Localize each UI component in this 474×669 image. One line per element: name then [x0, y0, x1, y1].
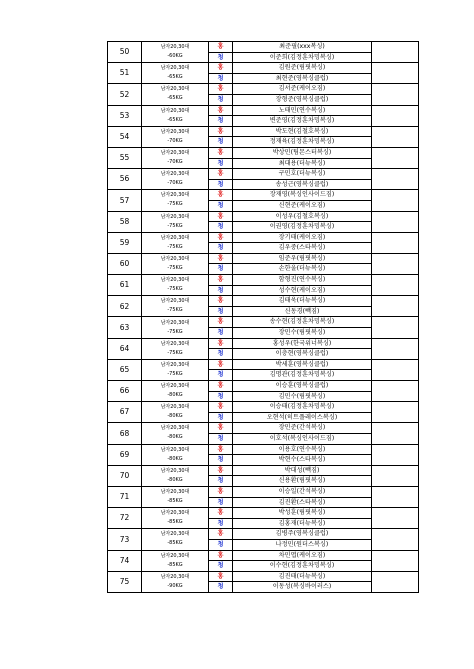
red-corner-label: 홍	[209, 211, 233, 222]
match-row-red	[108, 317, 419, 328]
weight-category	[142, 317, 209, 338]
blue-corner-fighter: 변준영(김정훈차밍복싱)	[233, 116, 372, 127]
red-corner-fighter: 박도현(김철호복싱)	[233, 126, 372, 137]
match-row-red	[108, 296, 419, 307]
category-line: 남자20,30대	[160, 234, 190, 241]
match-row-red	[108, 550, 419, 561]
category-line: -70KG	[167, 137, 183, 144]
match-number: 68	[108, 423, 142, 444]
match-number: 69	[108, 444, 142, 465]
category-line: -75KG	[167, 201, 183, 208]
weight-category	[142, 571, 209, 592]
result-cell	[372, 296, 419, 317]
match-row-red	[108, 529, 419, 540]
blue-corner-fighter: 박현수(스타복싱)	[233, 455, 372, 466]
category-line: -75KG	[167, 243, 183, 250]
category-line: 남자20,30대	[160, 65, 190, 72]
red-corner-fighter: 송수현(김정훈차밍복싱)	[233, 317, 372, 328]
match-row-red	[108, 63, 419, 74]
blue-corner-label: 청	[209, 391, 233, 402]
blue-corner-label: 청	[209, 158, 233, 169]
weight-category	[142, 42, 209, 63]
red-corner-fighter: 홍성우(한국위너복싱)	[233, 338, 372, 349]
blue-corner-label: 청	[209, 539, 233, 550]
weight-category	[142, 465, 209, 486]
blue-corner-label: 청	[209, 306, 233, 317]
red-corner-fighter: 이승일(간석복싱)	[233, 486, 372, 497]
category-line: 남자20,30대	[160, 340, 190, 347]
match-number: 71	[108, 486, 142, 507]
blue-corner-fighter: 이수현(김정훈차밍복싱)	[233, 561, 372, 572]
red-corner-fighter: 박상민(팀몬스터복싱)	[233, 147, 372, 158]
blue-corner-label: 청	[209, 200, 233, 211]
bracket-body	[108, 42, 419, 593]
category-line: 남자20,30대	[160, 44, 190, 51]
category-line: -65KG	[167, 116, 183, 123]
match-number: 74	[108, 550, 142, 571]
result-cell	[372, 190, 419, 211]
match-number: 52	[108, 84, 142, 105]
weight-category	[142, 486, 209, 507]
red-corner-label: 홍	[209, 550, 233, 561]
weight-category	[142, 423, 209, 444]
red-corner-label: 홍	[209, 444, 233, 455]
blue-corner-label: 청	[209, 349, 233, 360]
blue-corner-fighter: 김우중(스타복싱)	[233, 243, 372, 254]
red-corner-label: 홍	[209, 169, 233, 180]
result-cell	[372, 84, 419, 105]
red-corner-label: 홍	[209, 423, 233, 434]
weight-category	[142, 444, 209, 465]
red-corner-label: 홍	[209, 147, 233, 158]
blue-corner-label: 청	[209, 285, 233, 296]
red-corner-label: 홍	[209, 317, 233, 328]
weight-category	[142, 338, 209, 359]
result-cell	[372, 211, 419, 232]
category-line: -80KG	[167, 392, 183, 399]
blue-corner-fighter: 최대용(더뉴복싱)	[233, 158, 372, 169]
result-cell	[372, 63, 419, 84]
blue-corner-fighter: 신동경(빽짐)	[233, 306, 372, 317]
category-line: 남자20,30대	[160, 86, 190, 93]
red-corner-label: 홍	[209, 529, 233, 540]
blue-corner-label: 청	[209, 52, 233, 63]
category-line: 남자20,30대	[160, 298, 190, 305]
match-row-red	[108, 84, 419, 95]
match-number: 67	[108, 402, 142, 423]
result-cell	[372, 169, 419, 190]
category-line: 남자20,30대	[160, 150, 190, 157]
match-row-red	[108, 190, 419, 201]
blue-corner-label: 청	[209, 137, 233, 148]
red-corner-label: 홍	[209, 381, 233, 392]
category-line: 남자20,30대	[160, 531, 190, 538]
red-corner-fighter: 이승훈(영복싱클럽)	[233, 381, 372, 392]
match-row-red	[108, 126, 419, 137]
category-line: -70KG	[167, 180, 183, 187]
blue-corner-fighter: 김민수(림핏복싱)	[233, 391, 372, 402]
blue-corner-label: 청	[209, 582, 233, 593]
blue-corner-label: 청	[209, 328, 233, 339]
result-cell	[372, 105, 419, 126]
weight-category	[142, 381, 209, 402]
blue-corner-label: 청	[209, 561, 233, 572]
blue-corner-fighter: 김홍재(더뉴복싱)	[233, 518, 372, 529]
weight-category	[142, 529, 209, 550]
match-number: 53	[108, 105, 142, 126]
result-cell	[372, 42, 419, 63]
match-number: 62	[108, 296, 142, 317]
red-corner-fighter: 김진태(더뉴복싱)	[233, 571, 372, 582]
match-row-red	[108, 381, 419, 392]
category-line: 남자20,30대	[160, 213, 190, 220]
match-number: 57	[108, 190, 142, 211]
blue-corner-fighter: 신용환(림핏복싱)	[233, 476, 372, 487]
match-row-red	[108, 105, 419, 116]
category-line: -80KG	[167, 434, 183, 441]
blue-corner-label: 청	[209, 179, 233, 190]
result-cell	[372, 232, 419, 253]
blue-corner-fighter: 이준희(김정훈차밍복싱)	[233, 52, 372, 63]
blue-corner-label: 청	[209, 243, 233, 254]
category-line: 남자20,30대	[160, 573, 190, 580]
category-line: -85KG	[167, 561, 183, 568]
blue-corner-fighter: 신현준(케이오짐)	[233, 200, 372, 211]
category-line: -85KG	[167, 498, 183, 505]
blue-corner-label: 청	[209, 94, 233, 105]
blue-corner-label: 청	[209, 518, 233, 529]
blue-corner-fighter: 이충현(영복싱클럽)	[233, 349, 372, 360]
match-number: 66	[108, 381, 142, 402]
category-line: 남자20,30대	[160, 171, 190, 178]
match-row-red	[108, 232, 419, 243]
weight-category	[142, 147, 209, 168]
match-number: 59	[108, 232, 142, 253]
result-cell	[372, 317, 419, 338]
category-line: 남자20,30대	[160, 319, 190, 326]
red-corner-fighter: 박성훈(림핏복싱)	[233, 508, 372, 519]
red-corner-fighter: 박대성(빽짐)	[233, 465, 372, 476]
category-line: -90KG	[167, 582, 183, 589]
red-corner-label: 홍	[209, 105, 233, 116]
result-cell	[372, 508, 419, 529]
match-row-red	[108, 211, 419, 222]
result-cell	[372, 381, 419, 402]
red-corner-fighter: 김서준(케이오짐)	[233, 84, 372, 95]
category-line: 남자20,30대	[160, 425, 190, 432]
result-cell	[372, 147, 419, 168]
red-corner-fighter: 함형진(연수복싱)	[233, 275, 372, 286]
match-row-red	[108, 444, 419, 455]
category-line: 남자20,30대	[160, 128, 190, 135]
weight-category	[142, 359, 209, 380]
red-corner-label: 홍	[209, 465, 233, 476]
weight-category	[142, 253, 209, 274]
weight-category	[142, 169, 209, 190]
match-number: 55	[108, 147, 142, 168]
weight-category	[142, 402, 209, 423]
weight-category	[142, 211, 209, 232]
blue-corner-fighter: 김진환(스타복싱)	[233, 497, 372, 508]
category-line: -75KG	[167, 307, 183, 314]
match-number: 58	[108, 211, 142, 232]
match-row-red	[108, 465, 419, 476]
category-line: 남자20,30대	[160, 107, 190, 114]
red-corner-label: 홍	[209, 84, 233, 95]
red-corner-fighter: 김태욱(더뉴복싱)	[233, 296, 372, 307]
blue-corner-label: 청	[209, 476, 233, 487]
red-corner-label: 홍	[209, 296, 233, 307]
match-number: 51	[108, 63, 142, 84]
category-line: -75KG	[167, 286, 183, 293]
weight-category	[142, 190, 209, 211]
red-corner-fighter: 이승태(김정훈차밍복싱)	[233, 402, 372, 413]
match-row-red	[108, 253, 419, 264]
match-row-red	[108, 402, 419, 413]
match-number: 54	[108, 126, 142, 147]
match-row-red	[108, 169, 419, 180]
blue-corner-fighter: 성수현(케이오짐)	[233, 285, 372, 296]
category-line: 남자20,30대	[160, 489, 190, 496]
red-corner-fighter: 이성우(김철호복싱)	[233, 211, 372, 222]
match-number: 73	[108, 529, 142, 550]
match-number: 63	[108, 317, 142, 338]
category-line: -75KG	[167, 370, 183, 377]
red-corner-fighter: 장재영(복싱인사이드짐)	[233, 190, 372, 201]
blue-corner-fighter: 장형준(영복싱클럽)	[233, 94, 372, 105]
result-cell	[372, 550, 419, 571]
category-line: -75KG	[167, 222, 183, 229]
red-corner-fighter: 최준필(xxx복싱)	[233, 42, 372, 53]
blue-corner-fighter: 이동성(복싱바이러스)	[233, 582, 372, 593]
red-corner-fighter: 박세훈(영복싱클럽)	[233, 359, 372, 370]
red-corner-label: 홍	[209, 63, 233, 74]
category-line: 남자20,30대	[160, 510, 190, 517]
category-line: -75KG	[167, 264, 183, 271]
result-cell	[372, 529, 419, 550]
match-row-red	[108, 275, 419, 286]
match-number: 75	[108, 571, 142, 592]
red-corner-label: 홍	[209, 126, 233, 137]
weight-category	[142, 105, 209, 126]
match-row-red	[108, 42, 419, 53]
blue-corner-label: 청	[209, 222, 233, 233]
result-cell	[372, 571, 419, 592]
match-number: 56	[108, 169, 142, 190]
match-number: 61	[108, 275, 142, 296]
match-number: 65	[108, 359, 142, 380]
red-corner-fighter: 임준우(림핏복싱)	[233, 253, 372, 264]
result-cell	[372, 444, 419, 465]
red-corner-label: 홍	[209, 359, 233, 370]
category-line: -80KG	[167, 413, 183, 420]
category-line: 남자20,30대	[160, 192, 190, 199]
category-line: -60KG	[167, 53, 183, 60]
blue-corner-label: 청	[209, 455, 233, 466]
red-corner-fighter: 김병주(영복싱클럽)	[233, 529, 372, 540]
match-row-red	[108, 147, 419, 158]
match-row-red	[108, 338, 419, 349]
blue-corner-fighter: 이권영(김정훈차밍복싱)	[233, 222, 372, 233]
blue-corner-fighter: 오현석(히트플레이스복싱)	[233, 412, 372, 423]
category-line: -75KG	[167, 349, 183, 356]
match-number: 64	[108, 338, 142, 359]
result-cell	[372, 126, 419, 147]
match-number: 50	[108, 42, 142, 63]
weight-category	[142, 232, 209, 253]
weight-category	[142, 296, 209, 317]
weight-category	[142, 275, 209, 296]
category-line: -80KG	[167, 476, 183, 483]
match-row-red	[108, 486, 419, 497]
blue-corner-label: 청	[209, 116, 233, 127]
result-cell	[372, 486, 419, 507]
category-line: 남자20,30대	[160, 404, 190, 411]
blue-corner-fighter: 나정민(원더스복싱)	[233, 539, 372, 550]
red-corner-fighter: 김원준(림핏복싱)	[233, 63, 372, 74]
blue-corner-label: 청	[209, 370, 233, 381]
result-cell	[372, 359, 419, 380]
weight-category	[142, 126, 209, 147]
blue-corner-label: 청	[209, 497, 233, 508]
blue-corner-fighter: 손한울(더뉴복싱)	[233, 264, 372, 275]
category-line: 남자20,30대	[160, 383, 190, 390]
red-corner-label: 홍	[209, 571, 233, 582]
red-corner-fighter: 이용호(연수복싱)	[233, 444, 372, 455]
red-corner-label: 홍	[209, 402, 233, 413]
category-line: 남자20,30대	[160, 446, 190, 453]
red-corner-label: 홍	[209, 42, 233, 53]
weight-category	[142, 84, 209, 105]
match-row-red	[108, 359, 419, 370]
result-cell	[372, 423, 419, 444]
weight-category	[142, 550, 209, 571]
result-cell	[372, 338, 419, 359]
red-corner-label: 홍	[209, 486, 233, 497]
category-line: -80KG	[167, 455, 183, 462]
red-corner-label: 홍	[209, 232, 233, 243]
red-corner-fighter: 장기태(케이오짐)	[233, 232, 372, 243]
category-line: 남자20,30대	[160, 467, 190, 474]
match-number: 60	[108, 253, 142, 274]
blue-corner-fighter: 최현준(영복싱클럽)	[233, 73, 372, 84]
category-line: -85KG	[167, 519, 183, 526]
category-line: 남자20,30대	[160, 361, 190, 368]
result-cell	[372, 465, 419, 486]
red-corner-label: 홍	[209, 190, 233, 201]
match-row-red	[108, 571, 419, 582]
result-cell	[372, 253, 419, 274]
weight-category	[142, 63, 209, 84]
blue-corner-label: 청	[209, 433, 233, 444]
blue-corner-fighter: 송성근(영복싱클럽)	[233, 179, 372, 190]
category-line: -65KG	[167, 95, 183, 102]
bracket-table	[107, 41, 419, 593]
result-cell	[372, 275, 419, 296]
blue-corner-fighter: 정재육(김정훈차밍복싱)	[233, 137, 372, 148]
blue-corner-label: 청	[209, 412, 233, 423]
red-corner-label: 홍	[209, 253, 233, 264]
match-number: 70	[108, 465, 142, 486]
blue-corner-label: 청	[209, 73, 233, 84]
red-corner-fighter: 구민호(더뉴복싱)	[233, 169, 372, 180]
category-line: 남자20,30대	[160, 552, 190, 559]
blue-corner-label: 청	[209, 264, 233, 275]
red-corner-fighter: 장민준(간석복싱)	[233, 423, 372, 434]
red-corner-fighter: 노태민(연수복싱)	[233, 105, 372, 116]
match-row-red	[108, 508, 419, 519]
blue-corner-fighter: 김명관(김정훈차밍복싱)	[233, 370, 372, 381]
red-corner-fighter: 차민엽(케이오짐)	[233, 550, 372, 561]
red-corner-label: 홍	[209, 508, 233, 519]
category-line: 남자20,30대	[160, 277, 190, 284]
category-line: 남자20,30대	[160, 255, 190, 262]
blue-corner-fighter: 장민수(림핏복싱)	[233, 328, 372, 339]
weight-category	[142, 508, 209, 529]
red-corner-label: 홍	[209, 275, 233, 286]
match-row-red	[108, 423, 419, 434]
category-line: -85KG	[167, 540, 183, 547]
blue-corner-fighter: 이호석(복싱인사이드짐)	[233, 433, 372, 444]
match-number: 72	[108, 508, 142, 529]
red-corner-label: 홍	[209, 338, 233, 349]
category-line: -70KG	[167, 159, 183, 166]
result-cell	[372, 402, 419, 423]
category-line: -65KG	[167, 74, 183, 81]
category-line: -75KG	[167, 328, 183, 335]
